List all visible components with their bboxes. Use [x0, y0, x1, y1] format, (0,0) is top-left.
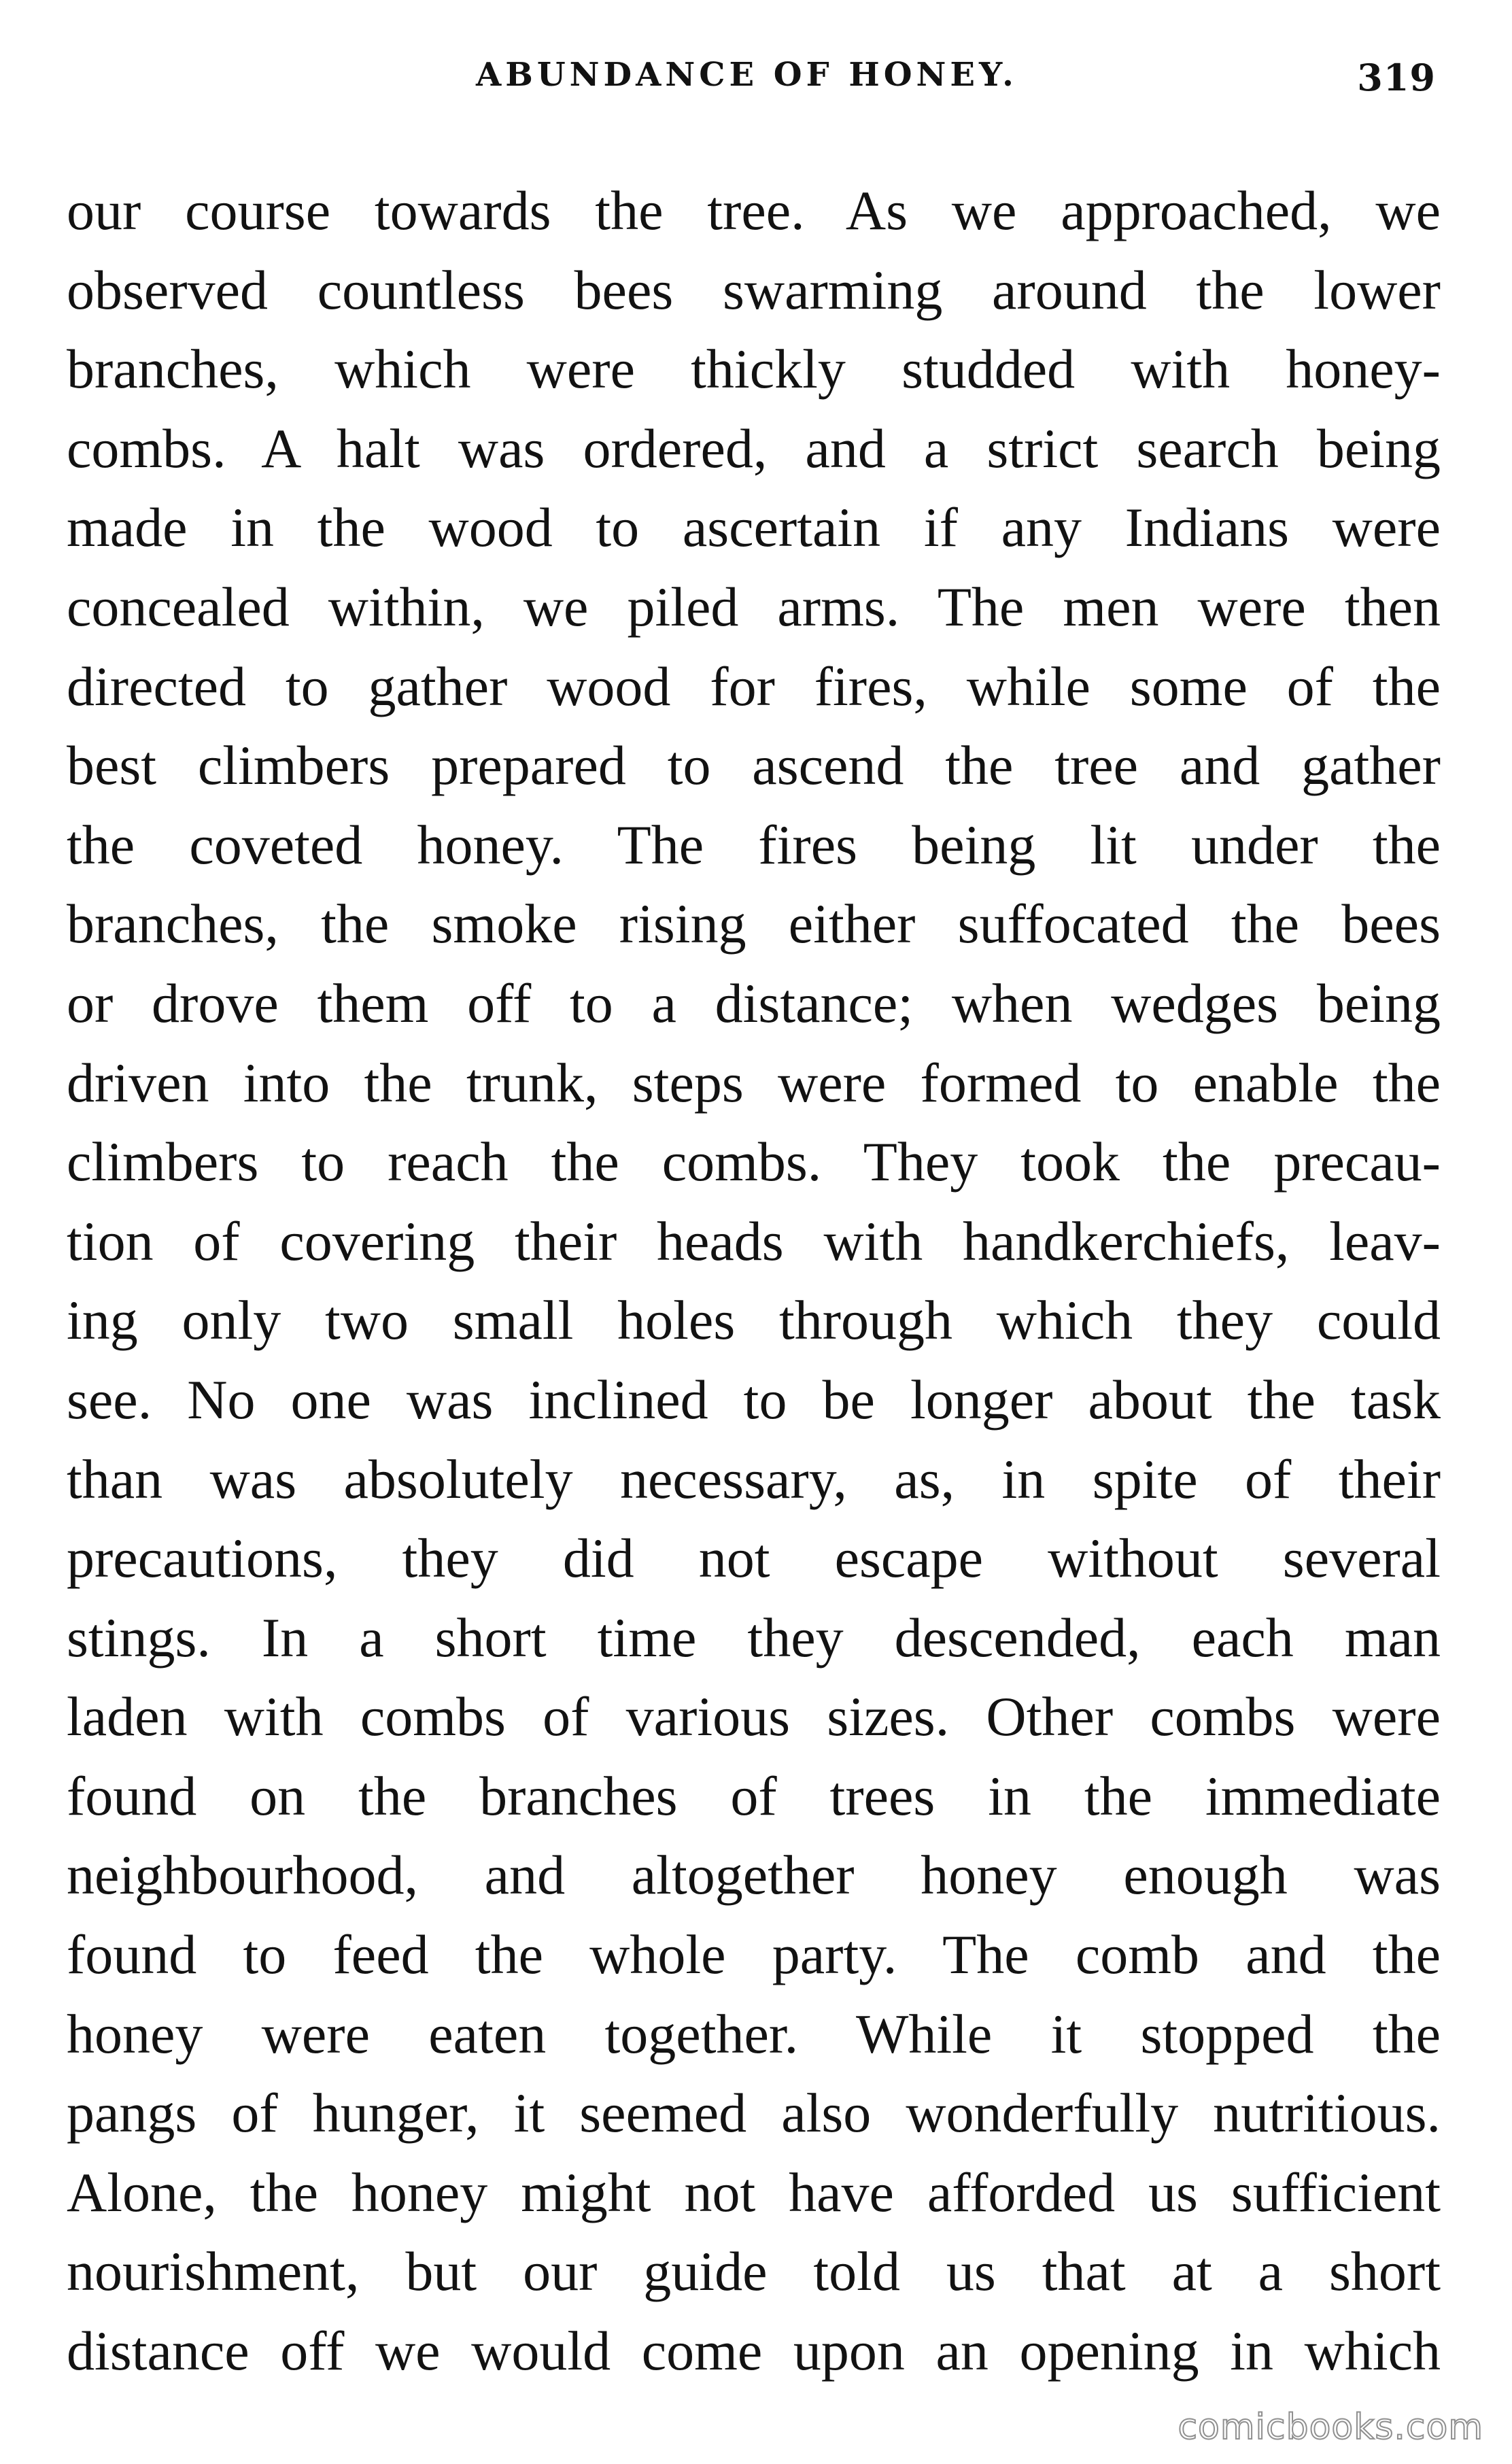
text-line: laden with combs of various sizes. Other combs were — [67, 1686, 1441, 1748]
text-line: stings. In a short time they descended, each man — [67, 1606, 1441, 1669]
text-line: or drove them off to a distance; when wedges being — [67, 972, 1441, 1034]
text-line: concealed within, we piled arms. The men were then — [67, 575, 1441, 638]
text-line: nourishment, but our guide told us that at a short — [67, 2240, 1441, 2303]
text-line: the coveted honey. The fires being lit under the — [67, 813, 1441, 876]
body-text — [67, 171, 1441, 2391]
text-line: see. No one was inclined to be longer about the task — [67, 1368, 1441, 1431]
page-header — [0, 56, 1512, 117]
text-line: Alone, the honey might not have afforded us sufficient — [67, 2161, 1441, 2223]
text-line: honey were eaten together. While it stopped the — [67, 2002, 1441, 2065]
text-line: precautions, they did not escape without several — [67, 1527, 1441, 1590]
text-line: branches, which were thickly studded with honey- — [67, 338, 1441, 400]
text-line: made in the wood to ascertain if any Indians were — [67, 496, 1441, 559]
text-line: pangs of hunger, it seemed also wonderfully nutritious. — [67, 2082, 1441, 2144]
text-line: distance off we would come upon an opening in which — [67, 2320, 1441, 2382]
text-line: best climbers prepared to ascend the tree and gather — [67, 734, 1441, 797]
text-line: climbers to reach the combs. They took the precau- — [67, 1131, 1441, 1193]
watermark: comicbooks.com — [1178, 2407, 1483, 2448]
text-line: ing only two small holes through which they could — [67, 1289, 1441, 1352]
text-line: than was absolutely necessary, as, in spite of their — [67, 1448, 1441, 1510]
page-number: 319 — [1357, 56, 1436, 99]
text-line: observed countless bees swarming around the lower — [67, 258, 1441, 321]
text-line: found on the branches of trees in the immediate — [67, 1764, 1441, 1827]
running-head: ABUNDANCE OF HONEY. — [476, 56, 1018, 94]
text-line: branches, the smoke rising either suffocated the bees — [67, 893, 1441, 955]
text-line: found to feed the whole party. The comb and the — [67, 1923, 1441, 1986]
text-line: our course towards the tree. As we approached, we — [67, 179, 1441, 241]
text-line: combs. A halt was ordered, and a strict search being — [67, 417, 1441, 479]
text-line: directed to gather wood for fires, while some of the — [67, 655, 1441, 717]
text-line: tion of covering their heads with handkerchiefs, leav- — [67, 1210, 1441, 1272]
text-line: neighbourhood, and altogether honey enough was — [67, 1844, 1441, 1906]
text-line: driven into the trunk, steps were formed to enable the — [67, 1051, 1441, 1114]
